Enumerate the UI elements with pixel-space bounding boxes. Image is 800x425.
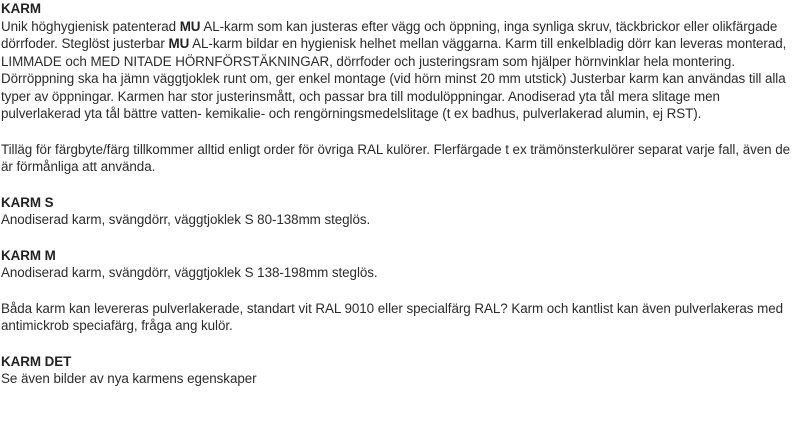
karm-s-text: Anodiserad karm, svängdörr, väggtjoklek S 80-138mm steglös. <box>1 212 371 227</box>
karm-desc-part-3: AL-karm bildar en hygienisk helhet mellan väggarna. Karm till enkelbladig dörr kan leveras monterad, LIMMADE och MED NITADE HÖRNFÖRSTÄKNINGAR, dörrfoder och justeringsram som hjälper hörnvinklar hela montering. Dörröppning ska ha jämn väggtjoklek runt om, ger enkel montage (vid hörn minst 20 mm utstick) Justerbar karm kan användas till alla typer av öppningar. Karmen har stor justerinsmått, och passar bra till modulöppningar. Anodiserad yta tål mera slitage men pulverlakerad yta tål bättre vatten- kemikalie- och rengörningsmedelslitage (t ex badhus, pulverlakerad alumin, ej RST). <box>1 36 787 121</box>
karm-s-section <box>1 194 800 229</box>
spacer <box>1 335 800 353</box>
karm-heading: KARM <box>1 1 41 16</box>
mu-brand-1: MU <box>179 18 201 34</box>
spacer <box>1 282 800 300</box>
karm-s-heading: KARM S <box>1 194 54 210</box>
karm-m-heading: KARM M <box>1 247 56 263</box>
powder-coating-text: Båda karm kan levereras pulverlakerade, standart vit RAL 9010 eller specialfärg RAL? Karm och kantlist kan även pulverlakeras med antimickrob speciafärg, fråga ang kulör. <box>1 300 784 333</box>
karm-det-text: Se även bilder av nya karmens egenskaper <box>1 371 257 386</box>
karm-section <box>1 0 800 176</box>
spacer <box>1 229 800 247</box>
powder-coating-section <box>1 300 800 335</box>
mu-brand-2: MU <box>168 36 190 51</box>
color-surcharge-note: Tilläg för färgbyte/färg tillkommer alltid enligt order för övriga RAL kulörer. Flerfärgade t ex trämönsterkulörer separat varje fall, även de är förmånliga att använda. <box>1 141 790 174</box>
karm-m-section <box>1 247 800 282</box>
karm-description <box>1 18 800 123</box>
karm-det-section <box>1 353 800 388</box>
karm-desc-part-2: AL-karm som kan justeras efter vägg och öppning, inga synliga skruv, täckbrickor eller olikfärgade dörrfoder. Steglöst justerbar <box>1 18 778 51</box>
karm-m-text: Anodiserad karm, svängdörr, väggtjoklek S 138-198mm steglös. <box>1 265 378 280</box>
karm-det-heading: KARM DET <box>1 353 72 369</box>
spacer <box>1 176 800 194</box>
karm-desc-part-1: Unik höghygienisk patenterad <box>1 18 180 34</box>
spacer <box>1 123 800 141</box>
